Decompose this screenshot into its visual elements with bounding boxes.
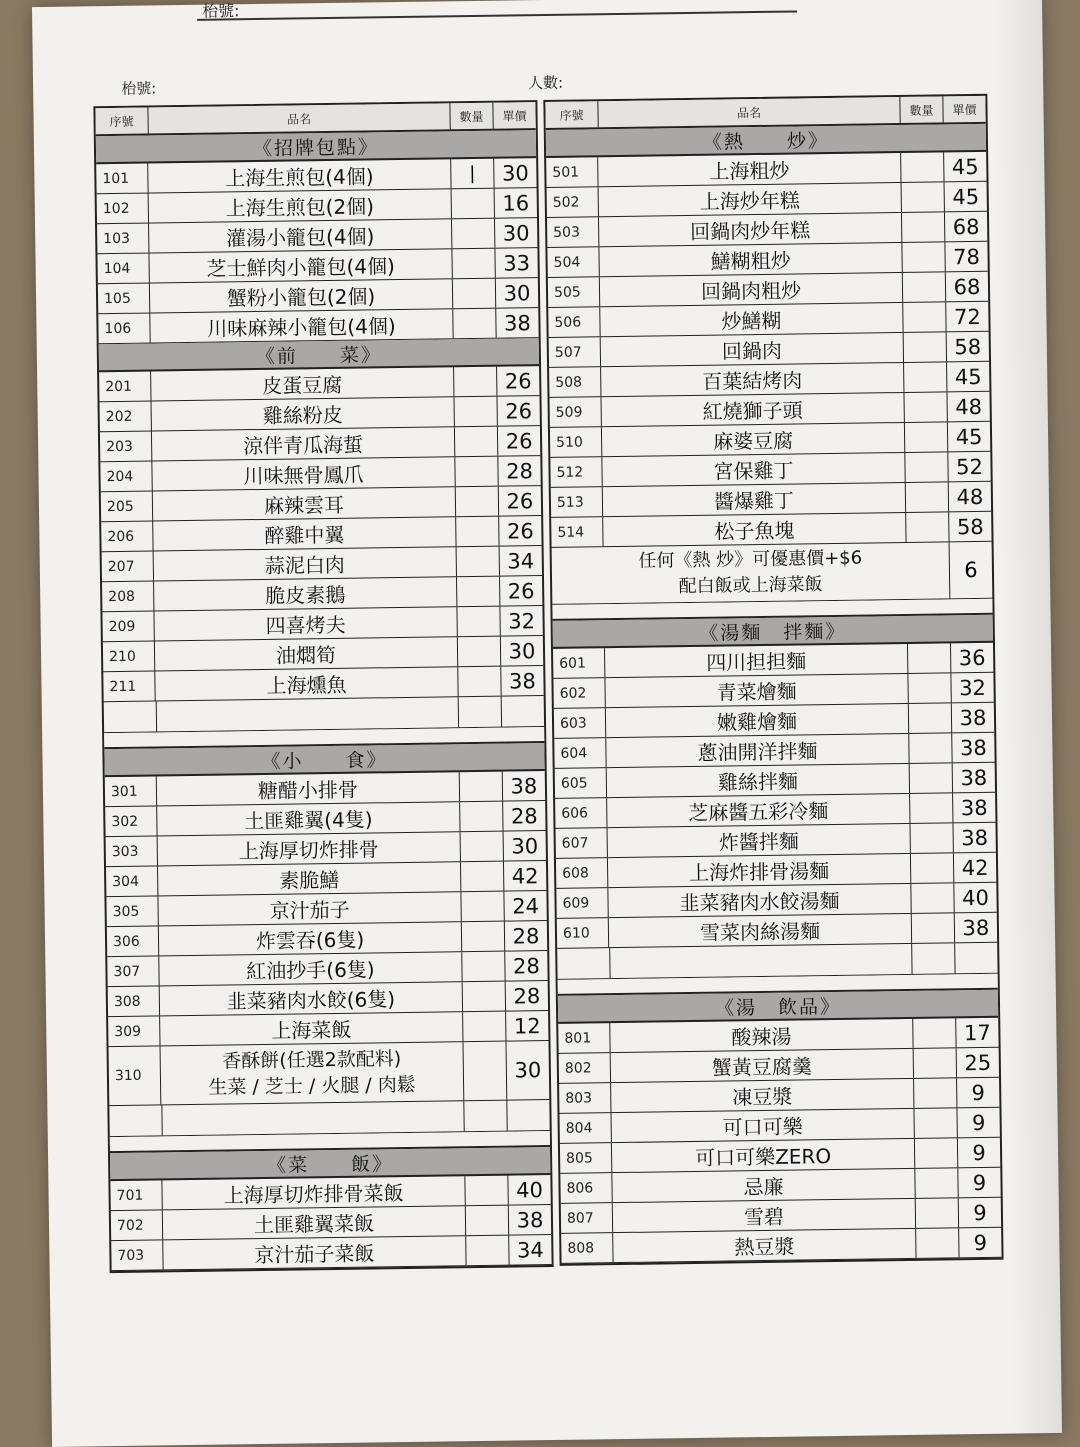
item-name: 川味無骨鳳爪: [152, 457, 455, 490]
item-name: 紅油抄手(6隻): [159, 952, 462, 985]
header-no: 序號: [545, 101, 598, 128]
item-price: 28: [510, 803, 538, 829]
item-number: 805: [560, 1143, 612, 1173]
item-price: 30: [514, 1058, 542, 1083]
header-name: 品名: [598, 97, 900, 127]
item-name: 麻婆豆腐: [602, 423, 905, 456]
item-name: 紅燒獅子頭: [601, 393, 904, 426]
item-name: 雪菜肉絲湯麵: [609, 914, 912, 947]
item-price: 48: [956, 484, 984, 509]
item-number: 513: [551, 487, 603, 517]
quantity-cell[interactable]: [902, 182, 945, 212]
item-number: 210: [103, 641, 155, 671]
item-number: 506: [548, 307, 600, 337]
item-number: 310: [109, 1046, 162, 1105]
item-name: 熱豆漿: [613, 1229, 916, 1262]
item-price: 42: [961, 855, 989, 880]
item-price: 9: [972, 1170, 987, 1195]
item-name: 蟹黃豆腐羹: [611, 1049, 914, 1082]
item-number: 505: [548, 277, 600, 307]
item-price: 28: [512, 953, 540, 978]
item-number: 605: [555, 768, 607, 798]
item-price: 36: [958, 645, 986, 670]
quantity-cell[interactable]: [453, 309, 496, 339]
menu-column-right: [543, 94, 1003, 1266]
item-number: 208: [102, 581, 154, 611]
item-price: 38: [516, 1207, 544, 1232]
item-price: 26: [505, 428, 533, 454]
item-number: 503: [547, 217, 599, 247]
quantity-cell[interactable]: [902, 242, 945, 272]
rice-offer-row: [552, 542, 993, 605]
item-price: 38: [959, 705, 987, 730]
section-title: 《熱 炒》: [546, 124, 986, 158]
item-price: 38: [960, 795, 988, 820]
item-name: 蔥油開洋拌麵: [606, 734, 909, 767]
item-price: 58: [954, 334, 982, 359]
quantity-cell[interactable]: [463, 982, 506, 1012]
item-number: 104: [97, 254, 149, 284]
item-number: 806: [560, 1173, 612, 1203]
item-number: 608: [556, 858, 608, 888]
item-price: 32: [508, 608, 536, 634]
item-price: 45: [952, 184, 980, 209]
item-number: 509: [550, 397, 602, 427]
item-price: 28: [505, 458, 534, 484]
item-price: 28: [513, 983, 541, 1008]
quantity-cell[interactable]: [914, 1078, 957, 1108]
item-name: 川味麻辣小籠包(4個): [150, 309, 453, 342]
quantity-cell[interactable]: [910, 793, 953, 823]
item-number: 309: [108, 1016, 160, 1046]
header-name: 品名: [148, 103, 450, 133]
quantity-cell[interactable]: [465, 1176, 508, 1206]
item-number: 302: [105, 806, 157, 836]
item-price: 30: [501, 160, 529, 186]
item-number: 801: [558, 1023, 610, 1053]
item-price: 17: [963, 1020, 991, 1045]
quantity-cell[interactable]: |: [451, 159, 494, 189]
item-name: 炒鱔糊: [600, 303, 903, 336]
quantity-cell[interactable]: [904, 392, 947, 422]
item-number: 803: [559, 1083, 611, 1113]
quantity-cell[interactable]: [913, 1018, 956, 1048]
section-title: 《前 菜》: [99, 338, 539, 372]
item-number: 306: [107, 926, 159, 956]
item-number: 211: [103, 671, 155, 701]
quantity-cell[interactable]: [916, 1228, 959, 1258]
item-name: 上海生煎包(2個): [149, 189, 452, 222]
item-price: 40: [516, 1177, 544, 1202]
quantity-cell[interactable]: [456, 487, 499, 517]
quantity-cell[interactable]: [454, 367, 497, 397]
item-number: 610: [557, 918, 609, 948]
item-name: 上海炒年糕: [599, 183, 902, 216]
top-line: [197, 10, 797, 20]
item-price: 25: [964, 1050, 992, 1075]
item-name-line2: 生菜 / 芝士 / 火腿 / 肉鬆: [208, 1073, 416, 1099]
item-price: 26: [505, 398, 533, 424]
rice-offer-line1: 任何《熱 炒》可優惠價+$6: [638, 547, 863, 572]
item-price: 45: [954, 364, 982, 389]
item-number: 701: [110, 1180, 162, 1210]
item-name: 蟹粉小籠包(2個): [150, 279, 453, 312]
item-price: 26: [506, 518, 534, 544]
item-price: 38: [959, 735, 987, 760]
quantity-cell[interactable]: [461, 832, 504, 862]
quantity-cell[interactable]: [902, 212, 945, 242]
quantity-cell[interactable]: [909, 733, 952, 763]
item-price: 40: [961, 885, 990, 910]
item-number: 510: [550, 427, 602, 457]
top-table-label: 枱號:: [201, 1, 240, 21]
item-name: 土匪雞翼菜飯: [163, 1206, 466, 1239]
item-price: 28: [512, 923, 540, 948]
item-number: 601: [553, 648, 605, 678]
item-number: 508: [549, 367, 601, 397]
item-name: 鱔糊粗炒: [599, 243, 902, 276]
item-number: 602: [553, 678, 605, 708]
item-number: 303: [106, 836, 158, 866]
item-number: 606: [555, 798, 607, 828]
item-price: 38: [961, 825, 989, 850]
quantity-cell[interactable]: [456, 517, 499, 547]
item-name: 可口可樂: [611, 1109, 914, 1142]
item-name: 上海生煎包(4個): [148, 159, 451, 192]
people-count-label: 人數:: [527, 73, 564, 93]
quantity-cell[interactable]: [903, 302, 946, 332]
quantity-cell[interactable]: [460, 802, 503, 832]
menu-item-row: [111, 1235, 551, 1271]
item-number: 603: [554, 708, 606, 738]
rice-offer-line2: 配白飯或上海菜飯: [678, 574, 823, 598]
item-price: 9: [971, 1080, 986, 1105]
quantity-cell[interactable]: [457, 547, 500, 577]
item-price: 78: [953, 244, 981, 269]
quantity-cell[interactable]: [906, 512, 949, 542]
quantity-cell[interactable]: [461, 892, 504, 922]
quantity-cell[interactable]: [462, 922, 505, 952]
item-name-line1: 香酥餅(任選2款配料): [222, 1048, 402, 1073]
quantity-cell[interactable]: [455, 457, 498, 487]
item-name: 上海燻魚: [155, 667, 458, 700]
item-price: 45: [951, 154, 979, 179]
item-number: 808: [561, 1233, 613, 1263]
item-number: 804: [560, 1113, 612, 1143]
quantity-cell[interactable]: [457, 577, 500, 607]
item-name: 韭菜豬肉水餃湯麵: [608, 884, 911, 917]
item-price: 48: [955, 394, 983, 419]
item-name: 上海厚切炸排骨菜飯: [162, 1176, 465, 1209]
item-price: 34: [507, 548, 535, 574]
quantity-cell[interactable]: [454, 397, 497, 427]
item-name: 糖醋小排骨: [157, 772, 460, 805]
item-price: 38: [508, 668, 536, 694]
item-name: 青菜燴麵: [605, 674, 908, 707]
item-number: 206: [101, 521, 153, 551]
quantity-cell[interactable]: [905, 452, 948, 482]
quantity-cell[interactable]: [914, 1108, 957, 1138]
quantity-cell[interactable]: [466, 1236, 509, 1266]
item-price: 24: [512, 893, 540, 919]
item-name: 上海粗炒: [598, 153, 901, 186]
item-name: 涼伴青瓜海蜇: [152, 427, 455, 460]
item-name: 皮蛋豆腐: [151, 367, 454, 400]
item-name: 素脆鱔: [158, 862, 461, 895]
item-name: 炸醬拌麵: [608, 824, 911, 857]
item-number: 609: [556, 888, 608, 918]
item-number: 204: [100, 461, 152, 491]
table-number-label: 枱號:: [121, 79, 157, 98]
quantity-cell[interactable]: [458, 667, 501, 697]
item-price: 9: [971, 1110, 986, 1135]
quantity-cell[interactable]: [905, 422, 948, 452]
item-name: 京汁茄子菜飯: [163, 1236, 466, 1269]
item-name: 雞絲拌麵: [607, 764, 910, 797]
item-number: 604: [554, 738, 606, 768]
item-name: 京汁茄子: [158, 892, 461, 925]
item-name: 麻辣雲耳: [153, 487, 456, 520]
item-price: 30: [503, 280, 531, 306]
header-price: 單價: [952, 102, 977, 117]
quantity-cell[interactable]: [452, 189, 495, 219]
item-name: 上海厚切炸排骨: [158, 832, 461, 865]
item-name: 蒜泥白肉: [154, 547, 457, 580]
quantity-cell[interactable]: [908, 643, 951, 673]
item-number: 207: [102, 551, 154, 581]
section-title: 《小 食》: [104, 743, 544, 777]
quantity-cell[interactable]: [903, 272, 946, 302]
item-name: 宮保雞丁: [602, 453, 905, 486]
item-number: 308: [108, 986, 160, 1016]
item-name: [161, 1042, 465, 1104]
item-number: 702: [111, 1210, 163, 1240]
header-qty: 數量: [450, 103, 493, 130]
item-price: 58: [956, 514, 984, 539]
item-number: 502: [547, 187, 599, 217]
item-number: 802: [559, 1053, 611, 1083]
quantity-cell[interactable]: [906, 482, 949, 512]
rice-offer-price: 6: [964, 557, 978, 583]
item-name: 雞絲粉皮: [152, 397, 455, 430]
item-number: 103: [97, 224, 149, 254]
quantity-cell[interactable]: [912, 913, 955, 943]
menu-item-row: [109, 1041, 550, 1106]
quantity-cell[interactable]: [910, 823, 953, 853]
item-name: 芝麻醬五彩冷麵: [607, 794, 910, 827]
quantity-cell[interactable]: [911, 883, 954, 913]
item-number: 703: [111, 1240, 163, 1270]
header-no: 序號: [95, 108, 148, 135]
quantity-cell[interactable]: [910, 763, 953, 793]
item-name: 嫩雞燴麵: [606, 704, 909, 737]
item-name: 上海炸排骨湯麵: [608, 854, 911, 887]
item-price: 26: [504, 368, 532, 394]
quantity-cell[interactable]: [452, 249, 495, 279]
item-price: 72: [953, 304, 981, 329]
section-title: 《招牌包點》: [96, 130, 536, 164]
item-name: 上海菜飯: [160, 1012, 463, 1045]
quantity-cell[interactable]: [463, 1012, 506, 1042]
item-number: 501: [546, 157, 598, 187]
quantity-cell[interactable]: [466, 1206, 509, 1236]
item-number: 607: [556, 828, 608, 858]
item-number: 102: [97, 194, 149, 224]
item-number: 514: [551, 517, 603, 547]
quantity-cell[interactable]: [911, 853, 954, 883]
item-name: 土匪雞翼(4隻): [157, 802, 460, 835]
item-number: 105: [98, 284, 150, 314]
item-price: 38: [960, 765, 988, 790]
item-number: 807: [561, 1203, 613, 1233]
item-name: 醬爆雞丁: [603, 483, 906, 516]
quantity-cell[interactable]: [453, 279, 496, 309]
item-price: 34: [516, 1237, 544, 1262]
quantity-cell[interactable]: [916, 1198, 959, 1228]
item-number: 203: [100, 431, 152, 461]
item-number: 209: [102, 611, 154, 641]
item-price: 16: [502, 190, 530, 216]
menu-column-left: [93, 100, 553, 1273]
item-name: 四喜烤夫: [154, 607, 457, 640]
item-name: 雪碧: [613, 1199, 916, 1232]
quantity-cell[interactable]: [462, 952, 505, 982]
item-price: 42: [511, 863, 539, 889]
item-name: 松子魚塊: [603, 513, 906, 546]
item-number: 205: [101, 491, 153, 521]
item-name: 回鍋肉粗炒: [600, 273, 903, 306]
item-price: 38: [503, 310, 531, 336]
quantity-cell[interactable]: [457, 607, 500, 637]
quantity-cell[interactable]: [460, 772, 503, 802]
item-name: 可口可樂ZERO: [612, 1139, 915, 1172]
header-price: 單價: [502, 108, 527, 124]
item-price: 26: [507, 578, 535, 604]
order-sheet: [32, 0, 1062, 1447]
item-price: 9: [972, 1140, 986, 1165]
item-name: 灌湯小籠包(4個): [149, 219, 452, 252]
item-name: 酸辣湯: [610, 1019, 913, 1052]
item-name: 醉雞中翼: [153, 517, 456, 550]
quantity-cell[interactable]: [915, 1138, 958, 1168]
item-name: 回鍋肉炒年糕: [599, 213, 902, 246]
item-price: 45: [955, 424, 983, 449]
item-price: 12: [513, 1013, 541, 1038]
item-price: 38: [962, 915, 990, 940]
item-name: 炸雲吞(6隻): [159, 922, 462, 955]
item-name: 四川担担麵: [605, 644, 908, 677]
item-name: 百葉結烤肉: [601, 363, 904, 396]
item-name: 忌廉: [612, 1169, 915, 1202]
item-name: 韭菜豬肉水餃(6隻): [160, 982, 463, 1015]
item-number: 106: [98, 313, 150, 343]
item-number: 504: [547, 247, 599, 277]
quantity-cell[interactable]: [904, 332, 947, 362]
item-price: 68: [953, 274, 981, 299]
item-price: 30: [511, 833, 539, 859]
item-name: 凍豆漿: [611, 1079, 914, 1112]
item-number: 202: [100, 401, 152, 431]
quantity-cell[interactable]: [463, 1042, 507, 1101]
item-number: 507: [549, 337, 601, 367]
item-price: 9: [973, 1230, 988, 1255]
item-price: 26: [506, 488, 534, 514]
item-number: 301: [105, 776, 157, 806]
item-name: 脆皮素鵝: [154, 577, 457, 610]
item-number: 305: [106, 896, 158, 926]
quantity-cell[interactable]: [915, 1168, 958, 1198]
quantity-cell[interactable]: [904, 362, 947, 392]
menu-item-row: [561, 1228, 1001, 1264]
item-price: 68: [952, 214, 980, 239]
quantity-cell[interactable]: [461, 862, 504, 892]
item-number: 101: [96, 164, 148, 194]
header-qty: 數量: [900, 96, 943, 123]
item-price: 9: [973, 1200, 987, 1225]
item-price: 30: [508, 638, 536, 664]
quantity-cell[interactable]: [455, 427, 498, 457]
quantity-cell[interactable]: [452, 219, 495, 249]
quantity-cell[interactable]: [458, 637, 501, 667]
item-name: 芝士鮮肉小籠包(4個): [149, 249, 452, 282]
item-price: 33: [503, 250, 531, 276]
item-price: 52: [955, 454, 984, 479]
item-number: 512: [550, 457, 602, 487]
section-title: 《菜 飯》: [110, 1147, 550, 1181]
item-name: 油燜筍: [155, 637, 458, 670]
section-title: 《湯麵 拌麵》: [553, 615, 993, 649]
section-title: 《湯 飲品》: [558, 990, 998, 1024]
item-price: 32: [959, 675, 987, 700]
quantity-cell[interactable]: [909, 703, 952, 733]
rice-offer-text: [552, 542, 951, 604]
quantity-cell[interactable]: [914, 1048, 957, 1078]
item-number: 307: [107, 956, 159, 986]
item-number: 201: [99, 371, 151, 401]
item-price: 38: [510, 773, 538, 799]
item-name: 回鍋肉: [601, 333, 904, 366]
item-number: 304: [106, 866, 158, 896]
quantity-cell[interactable]: [908, 673, 951, 703]
item-price: 30: [502, 220, 530, 246]
quantity-cell[interactable]: [901, 152, 944, 182]
